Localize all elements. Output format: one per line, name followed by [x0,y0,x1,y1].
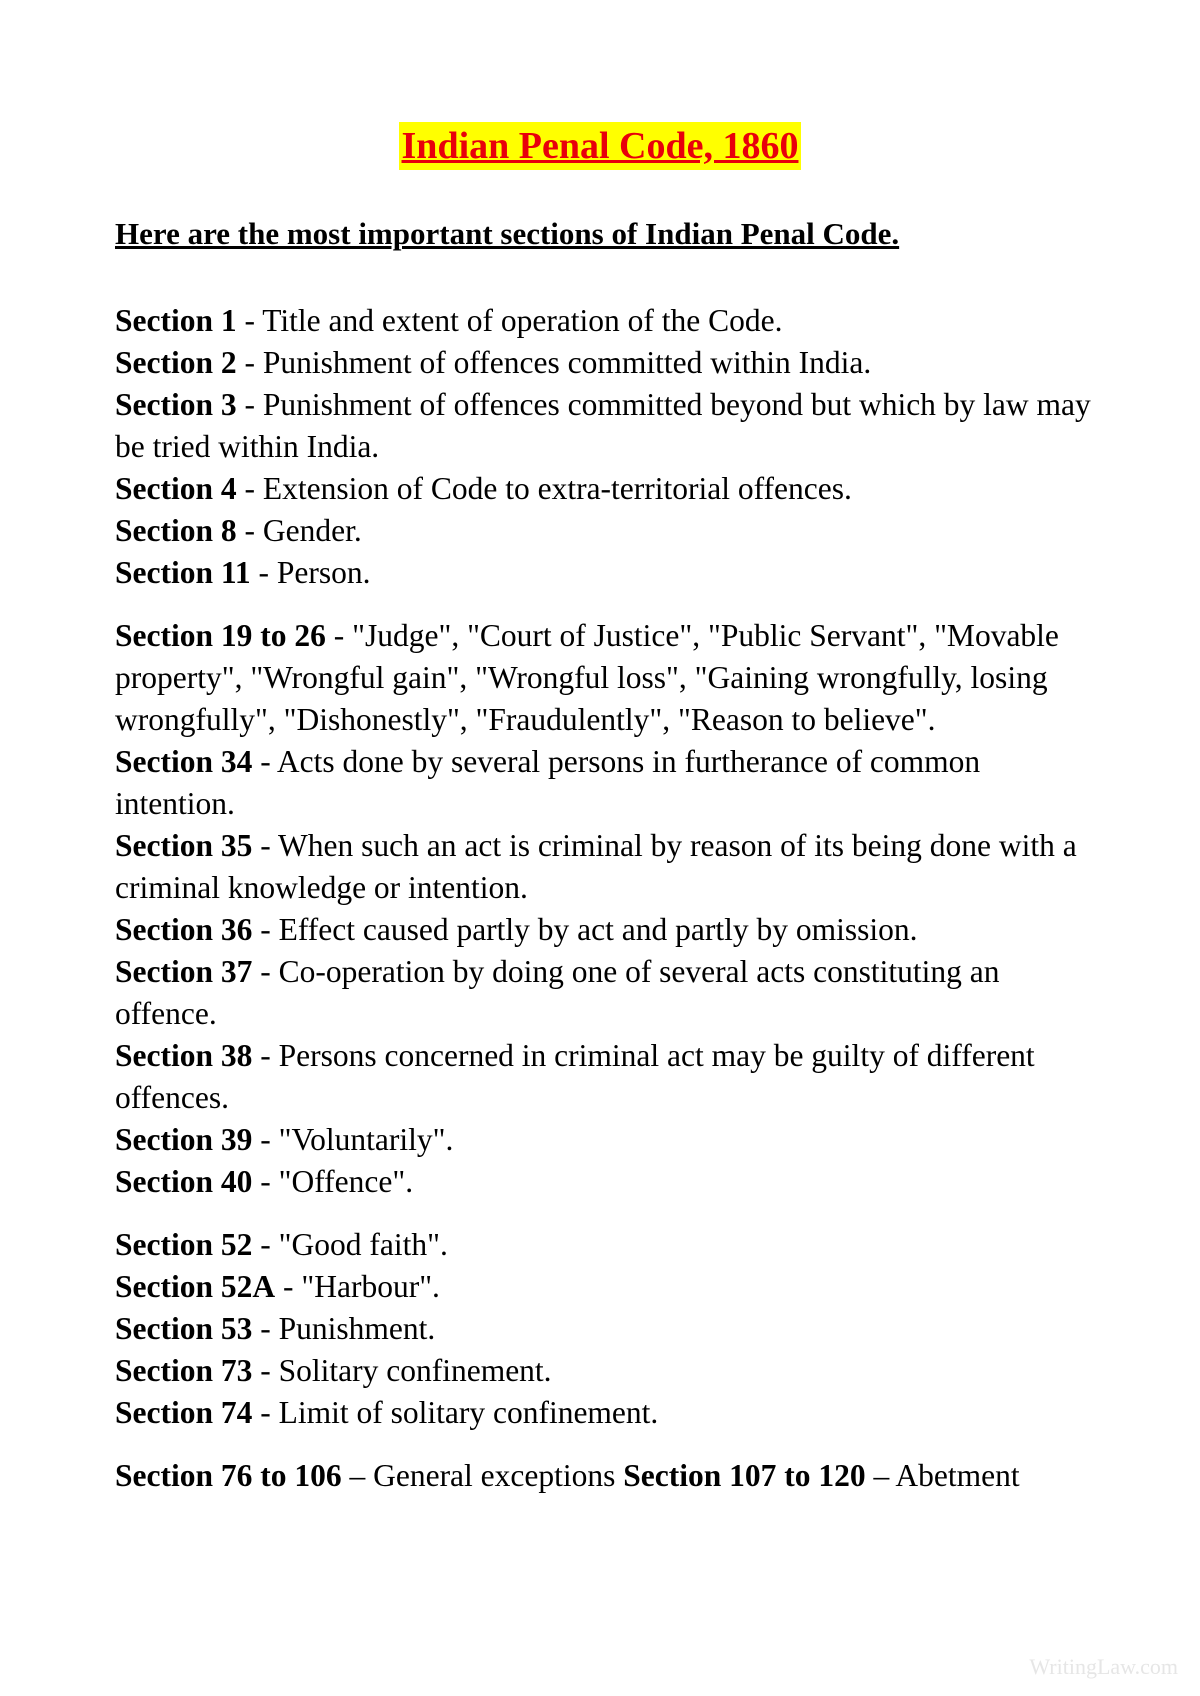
section-number: Section 8 [115,513,237,548]
section-separator: - [236,387,263,422]
section-description: Punishment of offences committed beyond but which by law may be tried within India. [115,387,1091,464]
section-entry [115,552,1095,594]
section-number: Section 37 [115,954,253,989]
section-separator: - [252,1227,279,1262]
section-entry [115,468,1095,510]
section-number: Section 2 [115,345,237,380]
section-entry [115,1161,1095,1203]
section-description: Limit of solitary confinement. [278,1395,659,1430]
section-number: Section 11 [115,555,251,590]
section-entry [115,1224,1095,1266]
section-number: Section 76 to 106 [115,1458,342,1493]
section-number: Section 38 [115,1038,253,1073]
section-entry-combined [115,1455,1095,1497]
section-description: Acts done by several persons in furtherance of common intention. [115,744,981,821]
section-entry [115,1266,1095,1308]
section-description: "Harbour". [301,1269,440,1304]
section-separator: - [252,828,279,863]
section-separator: - [252,1122,279,1157]
section-number: Section 52A [115,1269,276,1304]
section-number: Section 1 [115,303,237,338]
section-entry [115,615,1095,741]
section-description: Punishment. [278,1311,436,1346]
section-description: Effect caused partly by act and partly by omission. [278,912,918,947]
watermark: WritingLaw.com [1029,1654,1178,1679]
section-number: Section 19 to 26 [115,618,326,653]
section-description: "Voluntarily". [278,1122,454,1157]
section-description: Persons concerned in criminal act may be guilty of different offences. [115,1038,1035,1115]
section-separator: - [236,345,263,380]
section-entry [115,510,1095,552]
section-separator: - [252,1038,279,1073]
section-number: Section 34 [115,744,253,779]
section-description: Title and extent of operation of the Code. [262,303,783,338]
section-number: Section 74 [115,1395,253,1430]
section-number: Section 107 to 120 [623,1458,866,1493]
section-separator: - [252,1311,279,1346]
section-description: – Abetment [865,1458,1020,1493]
section-entry [115,741,1095,825]
section-separator: - [236,303,263,338]
section-number: Section 4 [115,471,237,506]
section-description: Extension of Code to extra-territorial offences. [262,471,852,506]
section-description: When such an act is criminal by reason of its being done with a criminal knowledge or intention. [115,828,1077,905]
section-entry [115,825,1095,909]
section-description: Gender. [262,513,362,548]
section-description: Co-operation by doing one of several acts constituting an offence. [115,954,1000,1031]
section-number: Section 73 [115,1353,253,1388]
section-number: Section 36 [115,912,253,947]
section-separator: - [236,513,263,548]
section-entry [115,342,1095,384]
document-title: Indian Penal Code, 1860 [399,122,802,170]
section-separator: - [252,912,279,947]
section-separator: - [252,1164,279,1199]
section-entry [115,300,1095,342]
section-description: Punishment of offences committed within India. [262,345,872,380]
section-number: Section 52 [115,1227,253,1262]
section-description: – General exceptions [341,1458,624,1493]
section-entry [115,1350,1095,1392]
section-separator: - [252,744,277,779]
section-separator: - [252,1395,279,1430]
title-wrapper [0,122,1200,170]
section-separator: - [325,618,353,653]
section-entry [115,909,1095,951]
section-entry [115,1308,1095,1350]
section-description: "Judge", "Court of Justice", "Public Servant", "Movable property", "Wrongful gain", "Wrongful loss", "Gaining wrongfully, losing wrongfully", "Dishonestly", "Fraudulently", "Reason to believe". [115,618,1059,737]
section-number: Section 40 [115,1164,253,1199]
section-description: Solitary confinement. [278,1353,552,1388]
section-separator: - [236,471,263,506]
section-number: Section 35 [115,828,253,863]
section-entry [115,951,1095,1035]
section-separator: - [250,555,277,590]
section-number: Section 3 [115,387,237,422]
section-description: Person. [276,555,371,590]
section-separator: - [275,1269,302,1304]
section-entry [115,1119,1095,1161]
section-separator: - [252,954,279,989]
section-entry [115,384,1095,468]
section-description: "Offence". [278,1164,414,1199]
section-description: "Good faith". [278,1227,448,1262]
section-entry [115,1035,1095,1119]
document-subtitle: Here are the most important sections of Indian Penal Code. [115,216,900,251]
section-number: Section 39 [115,1122,253,1157]
section-number: Section 53 [115,1311,253,1346]
section-separator: - [252,1353,279,1388]
section-list [115,300,1095,1497]
section-entry [115,1392,1095,1434]
